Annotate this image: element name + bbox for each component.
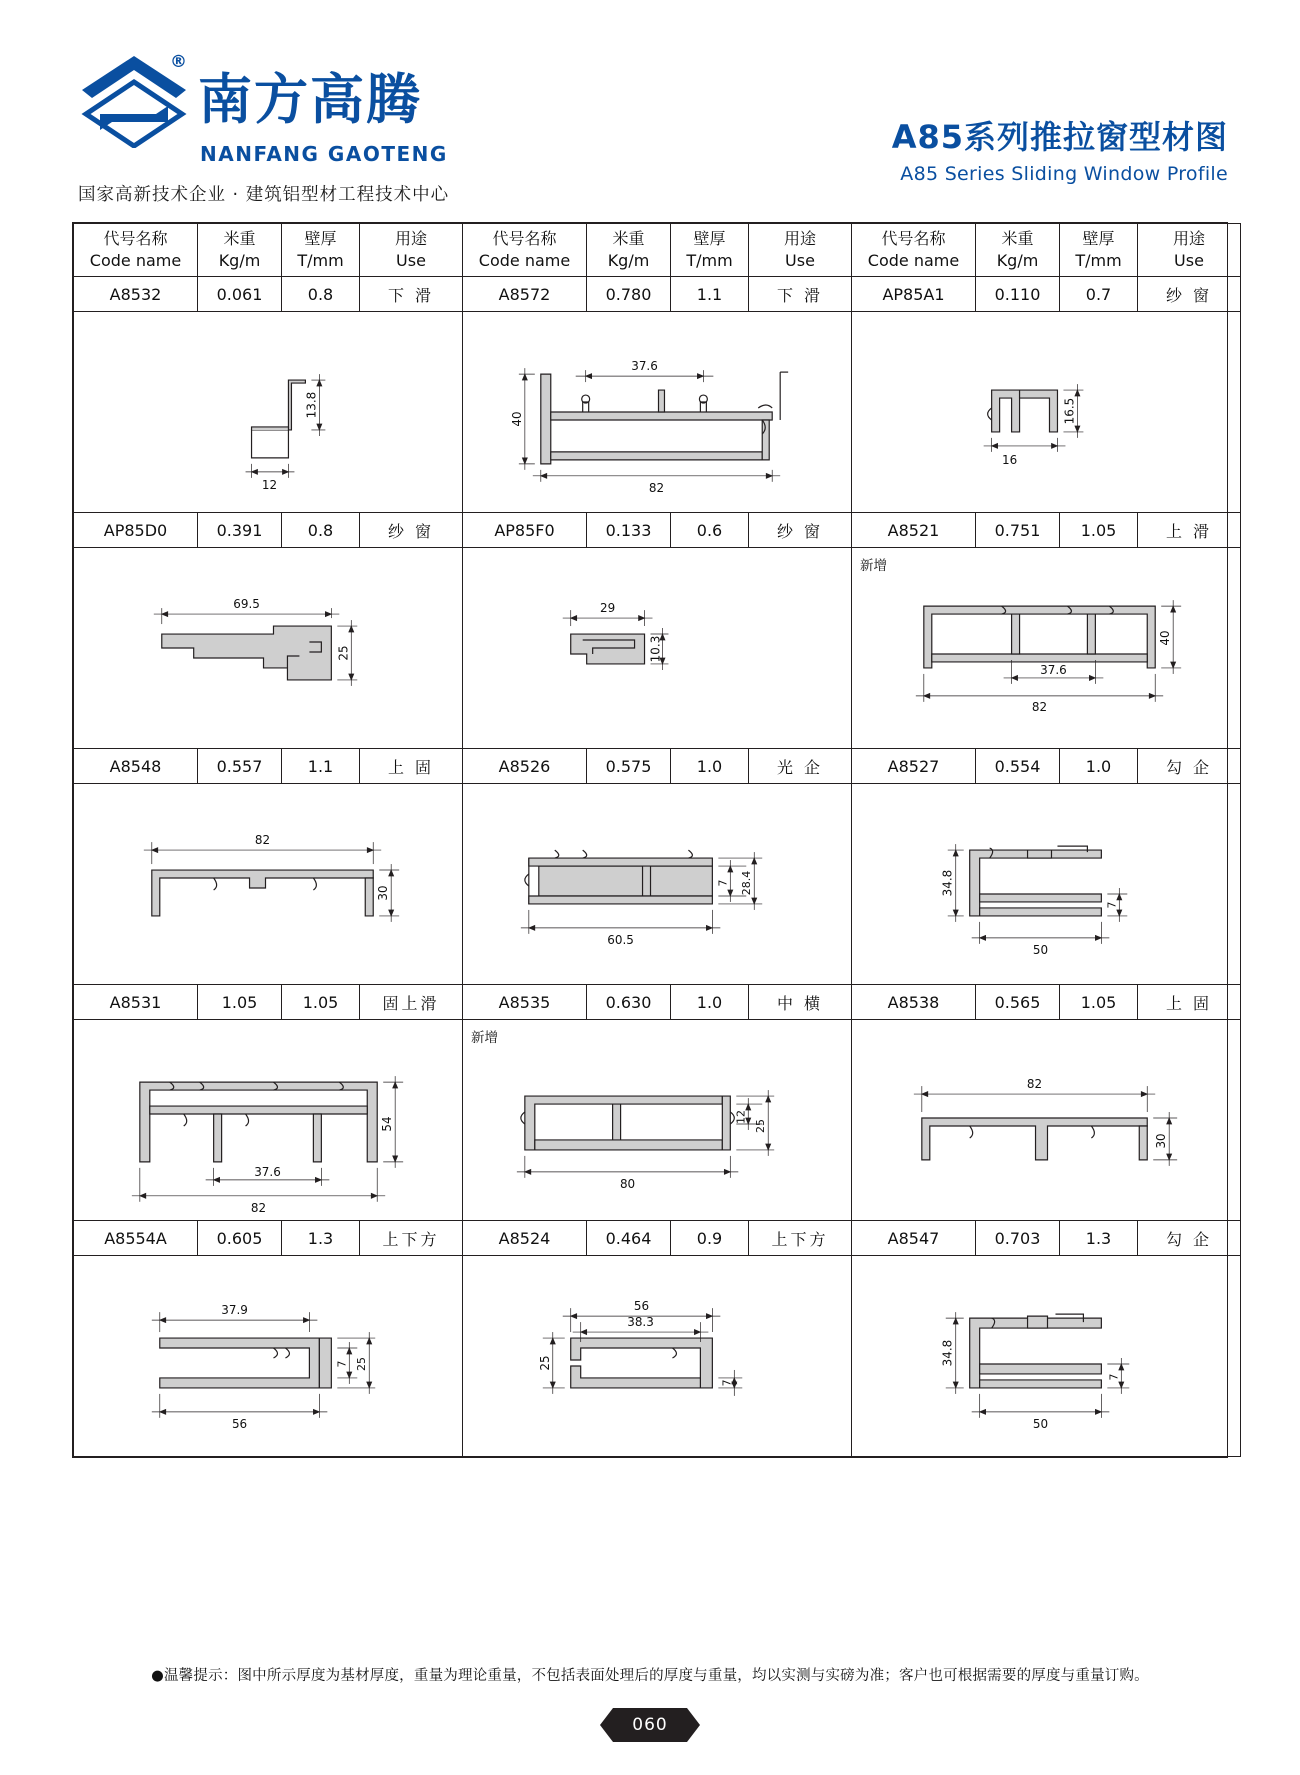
dimension-label: 54 (380, 1116, 395, 1132)
brand-name-en: NANFANG GAOTENG (200, 142, 448, 166)
dimension-label: 7 (1107, 1373, 1121, 1381)
cell-weight: 0.133 (587, 513, 671, 548)
dimension-label: 30 (376, 885, 391, 901)
cell-use: 固上滑 (360, 985, 463, 1020)
dimension-label: 10.3 (648, 635, 663, 663)
profile-drawing-cell (852, 312, 1241, 513)
dimension-label: 30 (1154, 1133, 1169, 1149)
profile-drawing-cell (74, 312, 463, 513)
profile-figure-a8538 (852, 1020, 1240, 1220)
cell-use: 下 滑 (360, 277, 463, 312)
profile-figure-ap85d0 (74, 548, 462, 748)
profile-drawing-cell (852, 1256, 1241, 1457)
footer-note: ●温馨提示：图中所示厚度为基材厚度，重量为理论重量，不包括表面处理后的厚度与重量，均以实测与实磅为准；客户也可根据需要的厚度与重量订购。 (151, 1668, 1149, 1684)
cell-use: 上下方 (360, 1221, 463, 1256)
page-title-en: A85 Series Sliding Window Profile (900, 163, 1228, 185)
header-thickness: 壁厚 T/mm (671, 224, 749, 277)
cell-thickness: 0.9 (671, 1221, 749, 1256)
profile-figure-a8547 (852, 1256, 1240, 1456)
drawing-row (74, 1020, 1241, 1221)
dimension-label: 80 (619, 1176, 636, 1191)
cell-thickness: 1.3 (1060, 1221, 1138, 1256)
cell-thickness: 1.0 (671, 985, 749, 1020)
cell-thickness: 1.0 (671, 749, 749, 784)
cell-weight: 0.061 (198, 277, 282, 312)
dimension-label: 82 (250, 1200, 267, 1215)
cell-thickness: 0.8 (282, 277, 360, 312)
cell-code: A8526 (463, 749, 587, 784)
dimension-label: 16.5 (1062, 397, 1077, 425)
cell-use: 上 滑 (1138, 513, 1241, 548)
cell-weight: 0.703 (976, 1221, 1060, 1256)
dimension-label: 13.8 (304, 391, 319, 419)
dimension-label: 12 (734, 1110, 748, 1124)
cell-weight: 0.630 (587, 985, 671, 1020)
dimension-label: 82 (1026, 1077, 1043, 1092)
cell-weight: 0.575 (587, 749, 671, 784)
dimension-label: 25 (537, 1355, 552, 1371)
dimension-label: 37.6 (1040, 662, 1067, 677)
company-logo (78, 52, 422, 148)
header-thickness: 壁厚 T/mm (1060, 224, 1138, 277)
dimension-label: 60.5 (607, 932, 634, 947)
cell-weight: 0.391 (198, 513, 282, 548)
cell-use: 勾 企 (1138, 749, 1241, 784)
profile-drawing-cell (463, 1256, 852, 1457)
drawing-row (74, 312, 1241, 513)
cell-thickness: 1.0 (1060, 749, 1138, 784)
cell-code: AP85A1 (852, 277, 976, 312)
profile-drawing-cell (74, 784, 463, 985)
dimension-label: 12 (261, 477, 278, 492)
dimension-label: 82 (648, 480, 665, 495)
table-row (74, 277, 1241, 312)
header-use: 用途 Use (360, 224, 463, 277)
cell-thickness: 0.8 (282, 513, 360, 548)
dimension-label: 40 (509, 411, 524, 427)
new-item-tag: 新增 (471, 1030, 498, 1046)
profile-figure-a8532 (74, 312, 462, 512)
cell-use: 中 横 (749, 985, 852, 1020)
header-code-name: 代号名称 Code name (852, 224, 976, 277)
cell-code: AP85D0 (74, 513, 198, 548)
cell-code: A8527 (852, 749, 976, 784)
table-row (74, 1221, 1241, 1256)
cell-code: A8538 (852, 985, 976, 1020)
company-tagline: 国家高新技术企业 · 建筑铝型材工程技术中心 (78, 185, 450, 205)
dimension-label: 37.9 (221, 1303, 248, 1318)
profile-figure-a8531 (74, 1020, 462, 1220)
cell-code: A8521 (852, 513, 976, 548)
profile-table-container (72, 222, 1228, 1458)
cell-code: A8547 (852, 1221, 976, 1256)
cell-code: A8548 (74, 749, 198, 784)
dimension-label: 69.5 (233, 597, 260, 612)
cell-use: 光 企 (749, 749, 852, 784)
page-header (0, 0, 1300, 210)
dimension-label: 7 (720, 1379, 734, 1387)
profile-figure-a8572 (463, 312, 851, 512)
profile-drawing-cell (463, 312, 852, 513)
profile-figure-a8524 (463, 1256, 851, 1456)
dimension-label: 50 (1032, 942, 1049, 957)
cell-thickness: 0.6 (671, 513, 749, 548)
profile-figure-ap85f0 (463, 548, 851, 748)
profile-figure-ap85a1 (852, 312, 1240, 512)
dimension-label: 56 (633, 1299, 650, 1314)
cell-use: 纱 窗 (749, 513, 852, 548)
cell-use: 纱 窗 (1138, 277, 1241, 312)
cell-thickness: 1.05 (1060, 513, 1138, 548)
dimension-label: 7 (335, 1360, 349, 1368)
profile-drawing-cell (74, 1020, 463, 1221)
dimension-label: 25 (336, 645, 351, 661)
dimension-label: 82 (254, 833, 271, 848)
cell-code: A8572 (463, 277, 587, 312)
dimension-label: 16 (1001, 452, 1018, 467)
dimension-label: 38.3 (627, 1315, 654, 1330)
header-thickness: 壁厚 T/mm (282, 224, 360, 277)
dimension-label: 7 (1105, 901, 1119, 909)
cell-weight: 0.751 (976, 513, 1060, 548)
dimension-label: 37.6 (631, 359, 658, 374)
profile-figure-a8526 (463, 784, 851, 984)
cell-code: A8531 (74, 985, 198, 1020)
cell-use: 勾 企 (1138, 1221, 1241, 1256)
profile-drawing-cell (852, 784, 1241, 985)
cell-thickness: 1.3 (282, 1221, 360, 1256)
dimension-label: 50 (1032, 1416, 1049, 1431)
cell-use: 上 固 (360, 749, 463, 784)
profile-drawing-cell (74, 1256, 463, 1457)
cell-weight: 1.05 (198, 985, 282, 1020)
table-header-row (74, 224, 1241, 277)
profile-figure-a8535 (463, 1020, 851, 1220)
cell-weight: 0.557 (198, 749, 282, 784)
dimension-label: 56 (231, 1416, 248, 1431)
dimension-label: 34.8 (940, 1339, 955, 1367)
cell-use: 上 固 (1138, 985, 1241, 1020)
profile-drawing-cell (463, 548, 852, 749)
dimension-label: 7 (716, 879, 730, 887)
cell-use: 下 滑 (749, 277, 852, 312)
cell-weight: 0.565 (976, 985, 1060, 1020)
profile-drawing-cell (463, 1020, 852, 1221)
cell-weight: 0.605 (198, 1221, 282, 1256)
cell-thickness: 1.1 (282, 749, 360, 784)
table-row (74, 749, 1241, 784)
cell-code: A8554A (74, 1221, 198, 1256)
cell-thickness: 1.05 (282, 985, 360, 1020)
cell-use: 纱 窗 (360, 513, 463, 548)
table-row (74, 985, 1241, 1020)
header-code-name: 代号名称 Code name (463, 224, 587, 277)
cell-thickness: 1.05 (1060, 985, 1138, 1020)
header-weight: 米重 Kg/m (587, 224, 671, 277)
profile-drawing-cell (463, 784, 852, 985)
registered-mark: ® (170, 52, 187, 72)
brand-name-cn: 南方高腾 (198, 68, 422, 131)
page-number: 060 (613, 1708, 687, 1742)
dimension-label: 37.6 (254, 1164, 281, 1179)
drawing-row (74, 784, 1241, 985)
header-weight: 米重 Kg/m (976, 224, 1060, 277)
header-weight: 米重 Kg/m (198, 224, 282, 277)
cell-weight: 0.464 (587, 1221, 671, 1256)
cell-thickness: 1.1 (671, 277, 749, 312)
cell-weight: 0.554 (976, 749, 1060, 784)
profile-table (73, 223, 1241, 1457)
header-use: 用途 Use (1138, 224, 1241, 277)
cell-code: AP85F0 (463, 513, 587, 548)
page-title-cn: A85系列推拉窗型材图 (891, 118, 1228, 156)
cell-code: A8532 (74, 277, 198, 312)
profile-figure-a8554a (74, 1256, 462, 1456)
cell-thickness: 0.7 (1060, 277, 1138, 312)
profile-figure-a8548 (74, 784, 462, 984)
new-item-tag: 新增 (860, 558, 887, 574)
profile-figure-a8521 (852, 548, 1240, 748)
cell-code: A8524 (463, 1221, 587, 1256)
dimension-label: 25 (754, 1119, 768, 1133)
dimension-label: 82 (1031, 699, 1048, 714)
dimension-label: 25 (355, 1356, 369, 1371)
dimension-label: 34.8 (940, 869, 955, 897)
cell-weight: 0.110 (976, 277, 1060, 312)
profile-drawing-cell (852, 548, 1241, 749)
dimension-label: 28.4 (740, 870, 754, 896)
dimension-label: 40 (1158, 630, 1173, 646)
profile-drawing-cell (852, 1020, 1241, 1221)
table-row (74, 513, 1241, 548)
cell-use: 上下方 (749, 1221, 852, 1256)
profile-drawing-cell (74, 548, 463, 749)
dimension-label: 29 (600, 601, 616, 616)
header-code-name: 代号名称 Code name (74, 224, 198, 277)
drawing-row (74, 548, 1241, 749)
drawing-row (74, 1256, 1241, 1457)
cell-code: A8535 (463, 985, 587, 1020)
cell-weight: 0.780 (587, 277, 671, 312)
header-use: 用途 Use (749, 224, 852, 277)
profile-figure-a8527 (852, 784, 1240, 984)
